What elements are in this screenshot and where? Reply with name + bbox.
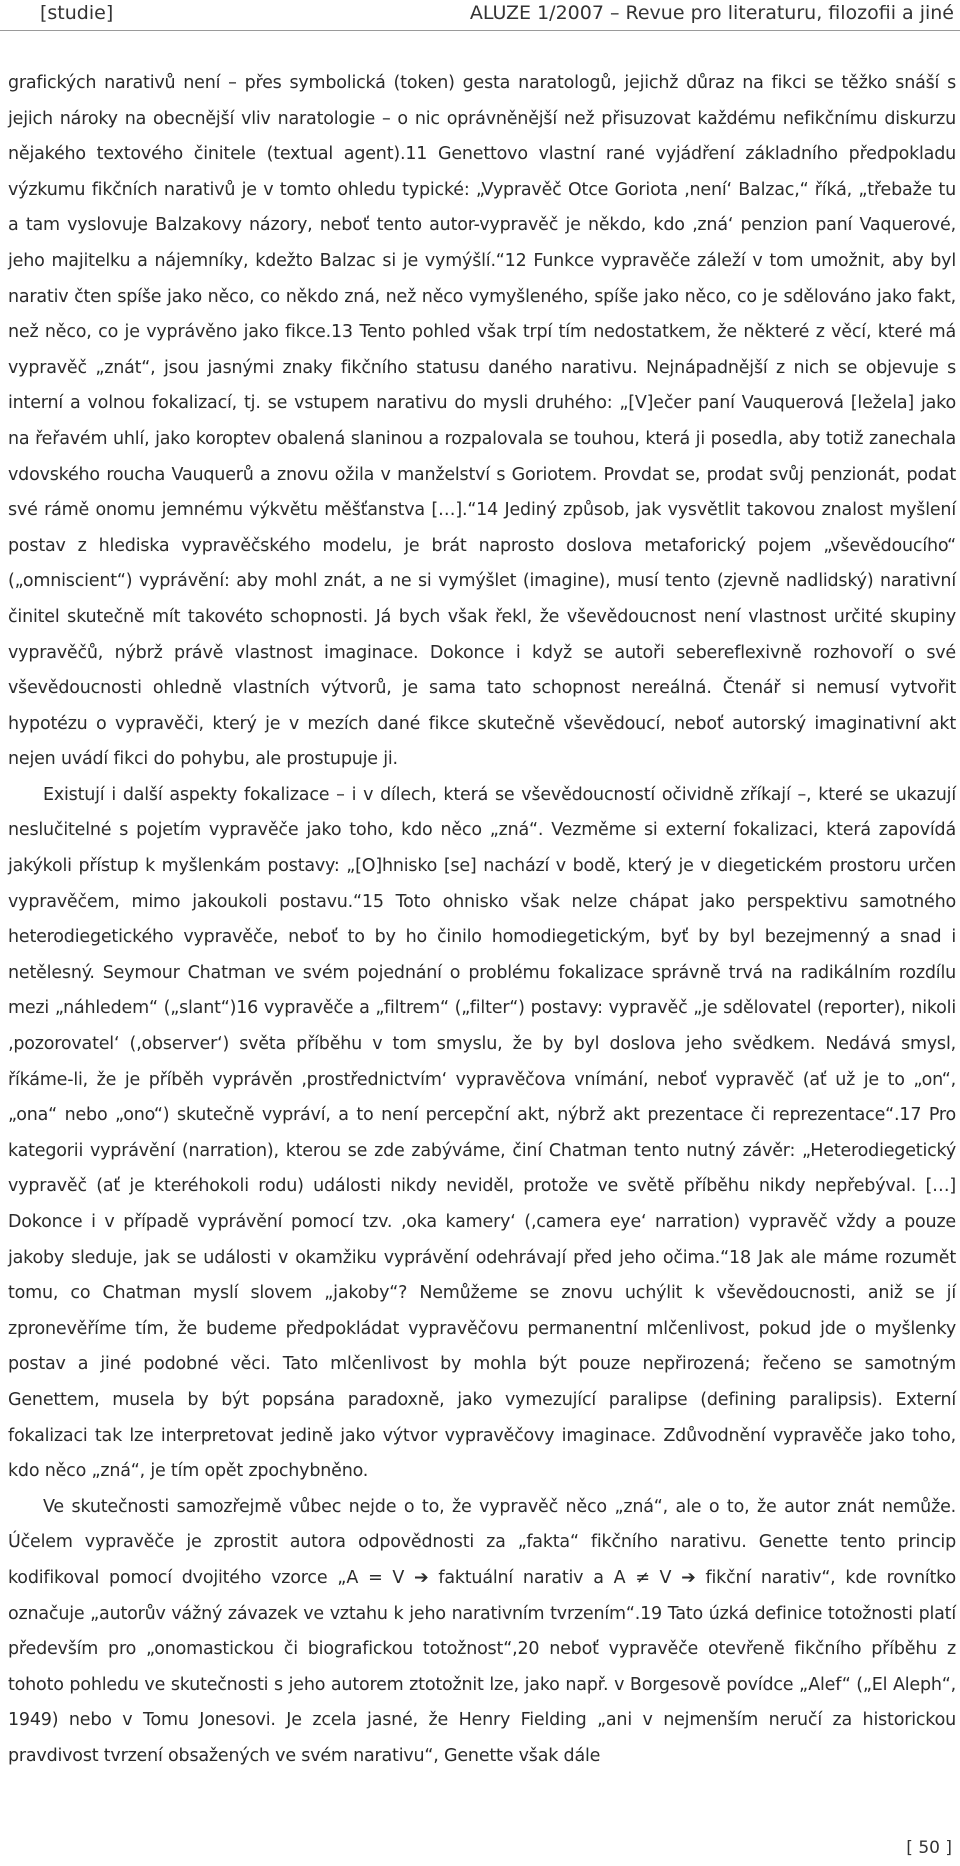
page-number: [ 50 ]: [906, 1838, 952, 1858]
paragraph-1: grafických narativů není – přes symbolická (token) gesta naratologů, jejichž důraz na fikci se těžko snáší s jejich nároky na obecnější vliv naratologie – o nic oprávněnější než přisuzovat každému nefikčnímu diskurzu nějakého textového činitele (textual agent).11 Genettovo vlastní rané vyjádření základního předpokladu výzkumu fikčních narativů je v tomto ohledu typické: „Vypravěč Otce Goriota ‚není‘ Balzac,“ říká, „třebaže tu a tam vyslovuje Balzakovy názory, neboť tento autor-vypravěč je někdo, kdo ‚zná‘ penzion paní Vaquerové, jeho majitelku a nájemníky, kdežto Balzac si je vymýšlí.“12 Funkce vypravěče záleží v tom umožnit, aby byl narativ čten spíše jako něco, co někdo zná, než něco vymyšleného, spíše jako něco, co je sdělováno jako fakt, než něco, co je vyprávěno jako fikce.13 Tento pohled však trpí tím nedostatkem, že některé z věcí, které má vypravěč „znát“, jsou jasnými znaky fikčního statusu daného narativu. Nejnápadnější z nich se objevuje s interní a volnou fokalizací, tj. se vstupem narativu do mysli druhého: „[V]ečer paní Vauquerová [ležela] jako na řeřavém uhlí, jako koroptev obalená slaninou a rozpalovala se touhou, která ji posedla, aby totiž zanechala vdovského roucha Vauquerů a znovu ožila v manželství s Goriotem. Provdat se, prodat svůj penzionát, podat své rámě onomu jemnému výkvětu měšťanstva […].“14 Jediný způsob, jak vysvětlit takovou znalost myšlení postav z hlediska vypravěčského modelu, je brát naprosto doslova metaforický pojem „vševědoucího“ („omniscient“) vyprávění: aby mohl znát, a ne si vymýšlet (imagine), musí tento (zjevně nadlidský) narativní činitel skutečně mít takovéto schopnosti. Já bych však řekl, že vševědoucnost není vlastnost určité skupiny vypravěčů, nýbrž právě vlastnost imaginace. Dokonce i když se autoři sebereflexivně rozhovoří o své vševědoucnosti ohledně vlastních výtvorů, je sama tato schopnost nereálná. Čtenář si nemusí vytvořit hypotézu o vypravěči, který je v mezích dané fikce skutečně vševědoucí, neboť autorský imaginativní akt nejen uvádí fikci do pohybu, ale prostupuje ji.: [8, 73, 956, 770]
running-header: [0, 0, 960, 31]
journal-title: ALUZE 1/2007 – Revue pro literaturu, filozofii a jiné: [469, 2, 954, 24]
section-label: [studie]: [40, 2, 114, 24]
paragraph-3: Ve skutečnosti samozřejmě vůbec nejde o to, že vypravěč něco „zná“, ale o to, že autor znát nemůže. Účelem vypravěče je zprostit autora odpovědnosti za „fakta“ fikčního narativu. Genette tento princip kodifikoval pomocí dvojitého vzorce „A = V ➔ faktuální narativ a A ≠ V ➔ fikční narativ“, kde rovnítko označuje „autorův vážný závazek ve vztahu k jeho narativním tvrzením“.19 Tato úzká definice totožnosti platí především pro „onomastickou či biografickou totožnost“,20 neboť vypravěče otevřeně fikčního příběhu z tohoto pohledu ve skutečnosti s jeho autorem ztotožnit lze, jako např. v Borgesově povídce „Alef“ („El Aleph“, 1949) nebo v Tomu Jonesovi. Je zcela jasné, že Henry Fielding „ani v nejmenším neručí za historickou pravdivost tvrzení obsažených ve svém narativu“, Genette však dále: [8, 1496, 956, 1766]
paragraph-2: Existují i další aspekty fokalizace – i v dílech, která se vševědoucností očividně zříkají –, které se ukazují neslučitelné s pojetím vypravěče jako toho, kdo něco „zná“. Vezměme si externí fokalizaci, která zapovídá jakýkoli přístup k myšlenkám postavy: „[O]hnisko [se] nachází v bodě, který je v diegetickém prostoru určen vypravěčem, mimo jakoukoli postavu.“15 Toto ohnisko však nelze chápat jako perspektivu samotného heterodiegetického vypravěče, neboť to by ho činilo homodiegetickým, byť by byl bezejmenný a snad i netělesný. Seymour Chatman ve svém pojednání o problému fokalizace správně trvá na radikálním rozdílu mezi „náhledem“ („slant“)16 vypravěče a „filtrem“ („filter“) postavy: vypravěč „je sdělovatel (reporter), nikoli ‚pozorovatel‘ (‚observer‘) světa příběhu v tom smyslu, že by byl doslova jeho svědkem. Nedává smysl, říkáme-li, že je příběh vyprávěn ‚prostřednictvím‘ vypravěčova vnímání, neboť vypravěč (ať už je to „on“, „ona“ nebo „ono“) skutečně vypráví, a to není percepční akt, nýbrž akt prezentace či reprezentace“.17 Pro kategorii vyprávění (narration), kterou se zde zabýváme, činí Chatman tento nutný závěr: „Heterodiegetický vypravěč (ať je kteréhokoli rodu) události nikdy neviděl, protože ve světě příběhu nikdy nepřebýval. […] Dokonce i v případě vyprávění pomocí tzv. ‚oka kamery‘ (‚camera eye‘ narration) vypravěč vždy a pouze jakoby sleduje, jak se události v okamžiku vyprávění odehrávají před jeho očima.“18 Jak ale máme rozumět tomu, co Chatman myslí slovem „jakoby“? Nemůžeme se znovu uchýlit k vševědoucnosti, aniž se jí zpronevěříme tím, že budeme předpokládat vypravěčovu permanentní mlčenlivost, pokud jde o myšlenky postav a jiné podobné věci. Tato mlčenlivost by mohla být pouze nepřirozená; řečeno se samotným Genettem, musela by být popsána paradoxně, jako vymezující paralipse (defining paralipsis). Externí fokalizaci tak lze interpretovat jedině jako výtvor vypravěčovy imaginace. Zdůvodnění vypravěče jako toho, kdo něco „zná“, je tím opět zpochybněno.: [8, 784, 956, 1482]
body-text: [8, 66, 956, 1775]
